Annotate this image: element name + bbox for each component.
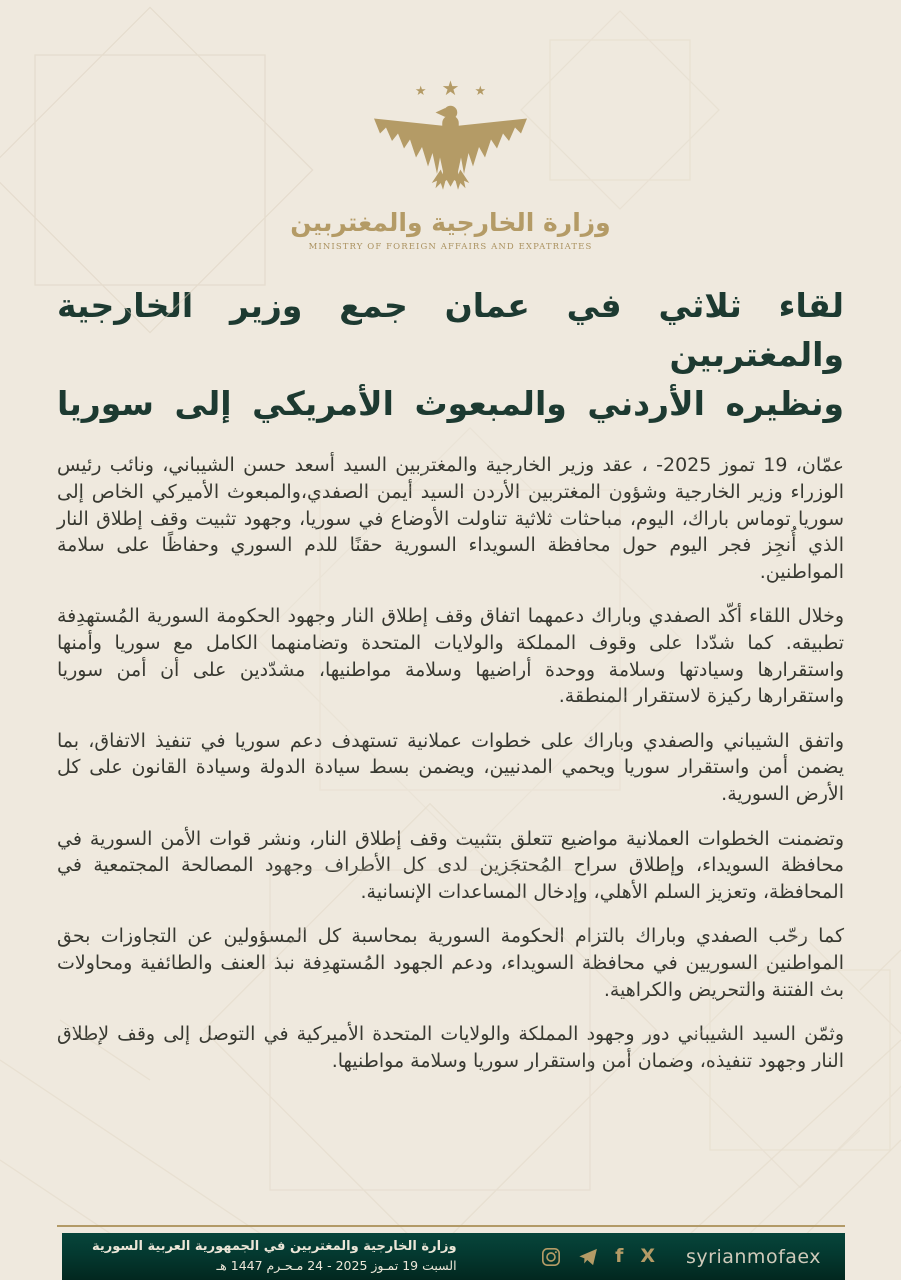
footer-social (541, 1246, 821, 1268)
footer-ministry-name: وزارة الخارجية والمغتربين في الجمهورية العربية السورية (92, 1239, 457, 1255)
star-icon: ★ (441, 76, 460, 100)
emblem-stars (0, 72, 901, 98)
star-icon: ★ (474, 84, 487, 99)
paragraph-dateline: عمّان، 19 تموز 2025- ، عقد وزير الخارجية والمغتربين السيد أسعد حسن الشيباني، ونائب رئيس الوزراء وزير الخارجية وشؤون المغتربين الأردن السيد أيمن الصفدي،والمبعوث الأميركي الخاص إلى سوريا توماس باراك، اليوم، مباحثات ثلاثية تناولت الأوضاع في سوريا، وجهود تثبيت وقف إطلاق النار الذي أُنجِز فجر اليوم حول محافظة السويداء السورية حقنًا للدم السوري وحفاظًا على سلامة المواطنين. (57, 454, 844, 583)
social-handle: syrianmofaex (686, 1245, 821, 1268)
instagram-icon[interactable] (541, 1247, 561, 1267)
paragraph-agreement: واتفق الشيباني والصفدي وباراك على خطوات عملانية تستهدف دعم سوريا في تنفيذ الاتفاق، بما يضمن أمن واستقرار سوريا ويحمي المدنيين، ويضمن بسط سيادة الدولة وسيادة القانون على كل الأرض السورية. (57, 729, 844, 806)
ministry-emblem (0, 0, 901, 252)
eagle-icon (0, 100, 901, 204)
footer-date: السبت 19 تمـوز 2025 - 24 مـحـرم 1447 هـ (216, 1257, 457, 1273)
paragraph-accountability: كما رحّب الصفدي وباراك بالتزام الحكومة السورية بمحاسبة كل المسؤولين عن التجاوزات بحق المواطنين السوريين في محافظة السويداء، ودعم الجهود المُستهدِفة نبذ العنف والطائفية ومحاولات بث الفتنة والتحريض والكراهية. (57, 925, 844, 1001)
footer-info (92, 1237, 457, 1275)
footer-divider (57, 1225, 845, 1227)
headline-line-2: ونظيره الأردني والمبعوث الأمريكي إلى سوريا (57, 383, 844, 423)
star-icon: ★ (414, 84, 427, 99)
x-icon[interactable]: X (640, 1245, 656, 1267)
paragraph-steps: وتضمنت الخطوات العملانية مواضيع تتعلق بتثبيت وقف إطلاق النار، ونشر قوات الأمن السورية في محافظة السويداء، وإطلاق سراح المُحتجَزين لدى كل الأطراف وجهود المصالحة المجتمعية في المحافظة، وتعزيز السلم الأهلي، وإدخال المساعدات الإنسانية. (57, 827, 844, 903)
facebook-icon[interactable]: f (615, 1245, 624, 1267)
statement-body (57, 452, 844, 1074)
headline-line-1: لقاء ثلاثي في عمان جمع وزير الخارجية والمغتربين (57, 286, 844, 374)
statement-headline (57, 282, 844, 428)
ministry-name-calligraphy: وزارة الخارجية والمغتربين (290, 208, 611, 237)
telegram-icon[interactable] (578, 1247, 598, 1267)
paragraph-appreciation: وثمّن السيد الشيباني دور وجهود المملكة والولايات المتحدة الأميركية في التوصل إلى وقف لإطلاق النار وجهود تنفيذه، وضمان أمن واستقرار سوريا وسلامة مواطنيها. (57, 1023, 844, 1072)
paragraph-support: وخلال اللقاء أكّد الصفدي وباراك دعمهما اتفاق وقف إطلاق النار وجهود الحكومة السورية المُستهدِفة تطبيقه. كما شدّدا على وقوف المملكة والولايات المتحدة وتضامنهما الكامل مع سوريا وأمنها واستقرارها وسيادتها وسلامة ووحدة أراضيها وسلامة مواطنيها، مشدّدين على أن أمن سوريا واستقرارها ركيزة لاستقرار المنطقة. (57, 605, 844, 708)
ministry-name-english: MINISTRY OF FOREIGN AFFAIRS AND EXPATRIATES (308, 242, 593, 252)
footer-bar (62, 1233, 845, 1280)
